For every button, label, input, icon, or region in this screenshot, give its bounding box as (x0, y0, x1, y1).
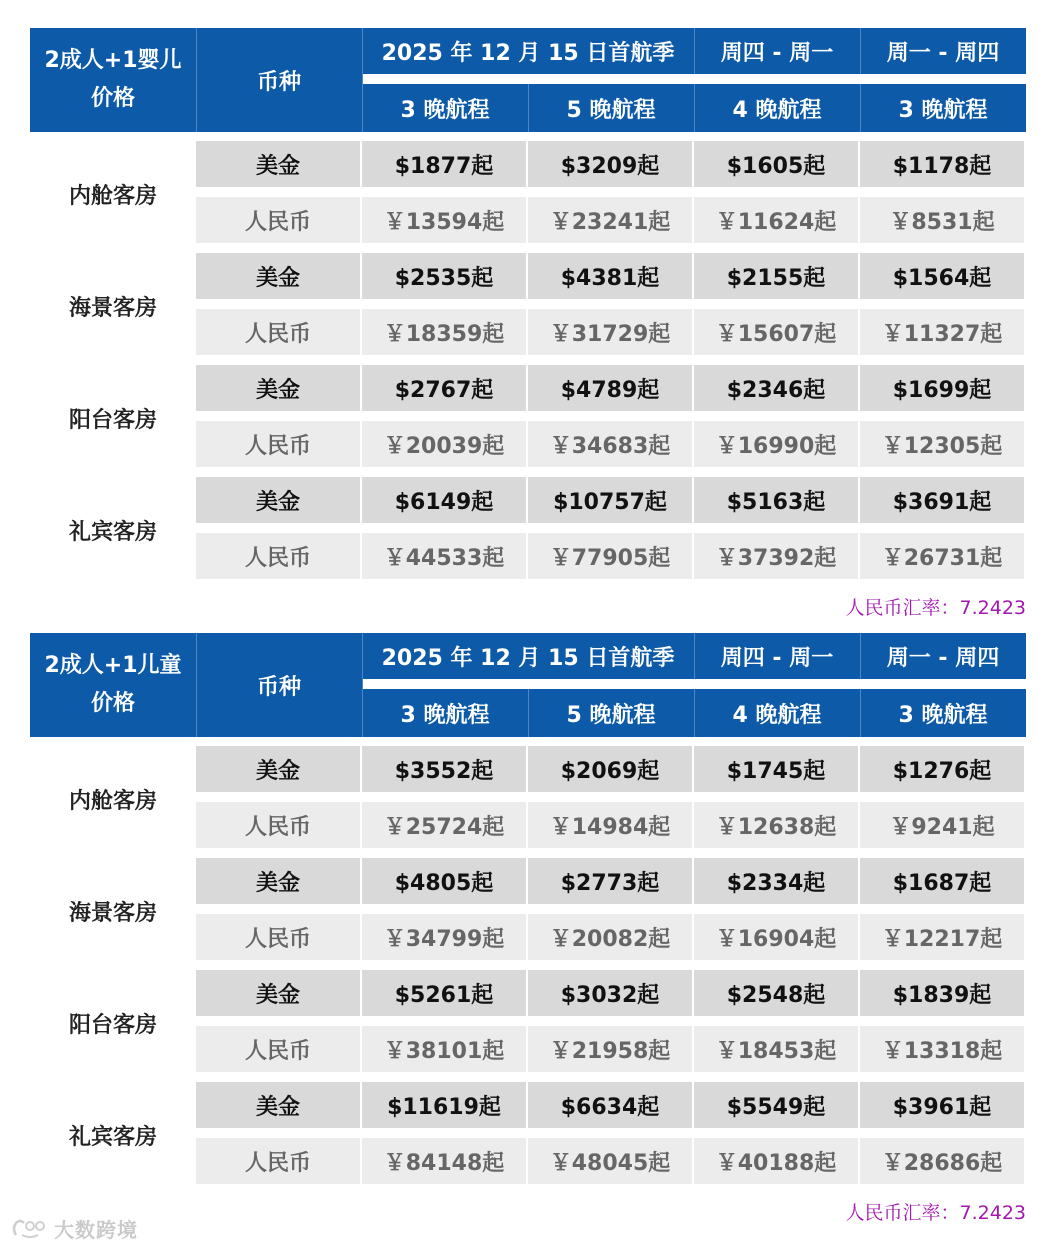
price-usd: $1605起 (694, 141, 858, 187)
price-rmb: ￥48045起 (528, 1138, 692, 1184)
room-type: 内舱客房 (68, 788, 157, 814)
price-usd: $3961起 (860, 1082, 1024, 1128)
currency-header: 币种 (256, 69, 301, 95)
price-usd: $2773起 (528, 858, 692, 904)
table-header (30, 28, 1026, 132)
price-rmb: ￥20082起 (528, 914, 692, 960)
header-separator (860, 633, 861, 679)
price-rmb: ￥18453起 (694, 1026, 858, 1072)
price-usd: $5261起 (362, 970, 526, 1016)
price-rmb: ￥16990起 (694, 421, 858, 467)
header-separator (362, 28, 363, 132)
exchange-rate: 人民币汇率：7.2423 (845, 597, 1026, 619)
price-rmb: ￥34799起 (362, 914, 526, 960)
header-separator (528, 689, 529, 737)
currency-label: 人民币 (196, 421, 360, 467)
header-separator (860, 28, 861, 74)
price-usd: $6149起 (362, 477, 526, 523)
nights-header: 3 晚航程 (898, 97, 988, 123)
period-header: 周四 - 周一 (720, 40, 834, 66)
season-header: 2025 年 12 月 15 日首航季 (381, 40, 675, 66)
price-usd: $1745起 (694, 746, 858, 792)
price-usd: $2346起 (694, 365, 858, 411)
nights-header: 5 晚航程 (566, 702, 656, 728)
price-rmb: ￥12217起 (860, 914, 1024, 960)
price-usd: $11619起 (362, 1082, 526, 1128)
price-rmb: ￥38101起 (362, 1026, 526, 1072)
currency-label: 美金 (196, 253, 360, 299)
header-separator (196, 633, 197, 737)
currency-label: 美金 (196, 365, 360, 411)
price-usd: $4381起 (528, 253, 692, 299)
exchange-rate: 人民币汇率：7.2423 (845, 1202, 1026, 1224)
price-rmb: ￥28686起 (860, 1138, 1024, 1184)
room-type: 礼宾客房 (68, 519, 157, 545)
price-usd: $2535起 (362, 253, 526, 299)
table-header (30, 633, 1026, 737)
header-separator (196, 28, 197, 132)
header-separator (694, 84, 695, 132)
price-usd: $2767起 (362, 365, 526, 411)
price-rmb: ￥25724起 (362, 802, 526, 848)
room-type: 海景客房 (68, 295, 157, 321)
header-divider (362, 679, 1026, 689)
header-separator (694, 28, 695, 74)
header-divider (362, 74, 1026, 84)
currency-label: 美金 (196, 970, 360, 1016)
price-usd: $5549起 (694, 1082, 858, 1128)
room-type: 内舱客房 (68, 183, 157, 209)
nights-header: 3 晚航程 (400, 97, 490, 123)
price-usd: $10757起 (528, 477, 692, 523)
price-rmb: ￥40188起 (694, 1138, 858, 1184)
price-usd: $2069起 (528, 746, 692, 792)
price-usd: $1877起 (362, 141, 526, 187)
group-label: 2成人+1婴儿 价格 (44, 48, 182, 111)
price-rmb: ￥12305起 (860, 421, 1024, 467)
price-rmb: ￥18359起 (362, 309, 526, 355)
price-usd: $3032起 (528, 970, 692, 1016)
currency-label: 人民币 (196, 914, 360, 960)
nights-header: 3 晚航程 (898, 702, 988, 728)
price-rmb: ￥21958起 (528, 1026, 692, 1072)
price-rmb: ￥23241起 (528, 197, 692, 243)
price-rmb: ￥20039起 (362, 421, 526, 467)
price-usd: $2334起 (694, 858, 858, 904)
price-rmb: ￥34683起 (528, 421, 692, 467)
price-rmb: ￥15607起 (694, 309, 858, 355)
room-type: 阳台客房 (68, 1012, 157, 1038)
period-header: 周一 - 周四 (886, 40, 1000, 66)
price-rmb: ￥13318起 (860, 1026, 1024, 1072)
price-rmb: ￥13594起 (362, 197, 526, 243)
currency-label: 美金 (196, 858, 360, 904)
currency-label: 美金 (196, 746, 360, 792)
header-separator (860, 84, 861, 132)
price-rmb: ￥16904起 (694, 914, 858, 960)
price-rmb: ￥14984起 (528, 802, 692, 848)
price-usd: $2155起 (694, 253, 858, 299)
price-usd: $1687起 (860, 858, 1024, 904)
currency-label: 人民币 (196, 1138, 360, 1184)
currency-label: 美金 (196, 141, 360, 187)
price-usd: $1564起 (860, 253, 1024, 299)
room-type: 海景客房 (68, 900, 157, 926)
currency-label: 人民币 (196, 309, 360, 355)
price-rmb: ￥26731起 (860, 533, 1024, 579)
watermark (10, 1214, 138, 1243)
price-usd: $6634起 (528, 1082, 692, 1128)
price-usd: $1178起 (860, 141, 1024, 187)
period-header: 周四 - 周一 (720, 645, 834, 671)
price-usd: $2548起 (694, 970, 858, 1016)
price-usd: $1276起 (860, 746, 1024, 792)
header-separator (528, 84, 529, 132)
price-usd: $4789起 (528, 365, 692, 411)
price-usd: $3209起 (528, 141, 692, 187)
price-usd: $5163起 (694, 477, 858, 523)
season-header: 2025 年 12 月 15 日首航季 (381, 645, 675, 671)
currency-label: 人民币 (196, 197, 360, 243)
room-type: 阳台客房 (68, 407, 157, 433)
price-rmb: ￥9241起 (860, 802, 1024, 848)
price-usd: $1839起 (860, 970, 1024, 1016)
price-rmb: ￥31729起 (528, 309, 692, 355)
header-separator (694, 689, 695, 737)
price-usd: $3691起 (860, 477, 1024, 523)
room-type: 礼宾客房 (68, 1124, 157, 1150)
header-separator (860, 689, 861, 737)
price-rmb: ￥77905起 (528, 533, 692, 579)
nights-header: 4 晚航程 (732, 97, 822, 123)
currency-label: 人民币 (196, 533, 360, 579)
currency-label: 美金 (196, 1082, 360, 1128)
nights-header: 3 晚航程 (400, 702, 490, 728)
price-rmb: ￥8531起 (860, 197, 1024, 243)
nights-header: 5 晚航程 (566, 97, 656, 123)
price-usd: $1699起 (860, 365, 1024, 411)
price-rmb: ￥37392起 (694, 533, 858, 579)
currency-label: 人民币 (196, 802, 360, 848)
group-label: 2成人+1儿童 价格 (44, 653, 182, 716)
currency-label: 人民币 (196, 1026, 360, 1072)
price-rmb: ￥11624起 (694, 197, 858, 243)
price-rmb: ￥11327起 (860, 309, 1024, 355)
nights-header: 4 晚航程 (732, 702, 822, 728)
currency-header: 币种 (256, 674, 301, 700)
price-rmb: ￥44533起 (362, 533, 526, 579)
watermark-text: 大数跨境 (54, 1218, 138, 1242)
header-separator (362, 633, 363, 737)
header-separator (694, 633, 695, 679)
price-usd: $4805起 (362, 858, 526, 904)
brand-logo-icon (10, 1217, 50, 1241)
price-usd: $3552起 (362, 746, 526, 792)
price-rmb: ￥84148起 (362, 1138, 526, 1184)
price-rmb: ￥12638起 (694, 802, 858, 848)
period-header: 周一 - 周四 (886, 645, 1000, 671)
currency-label: 美金 (196, 477, 360, 523)
